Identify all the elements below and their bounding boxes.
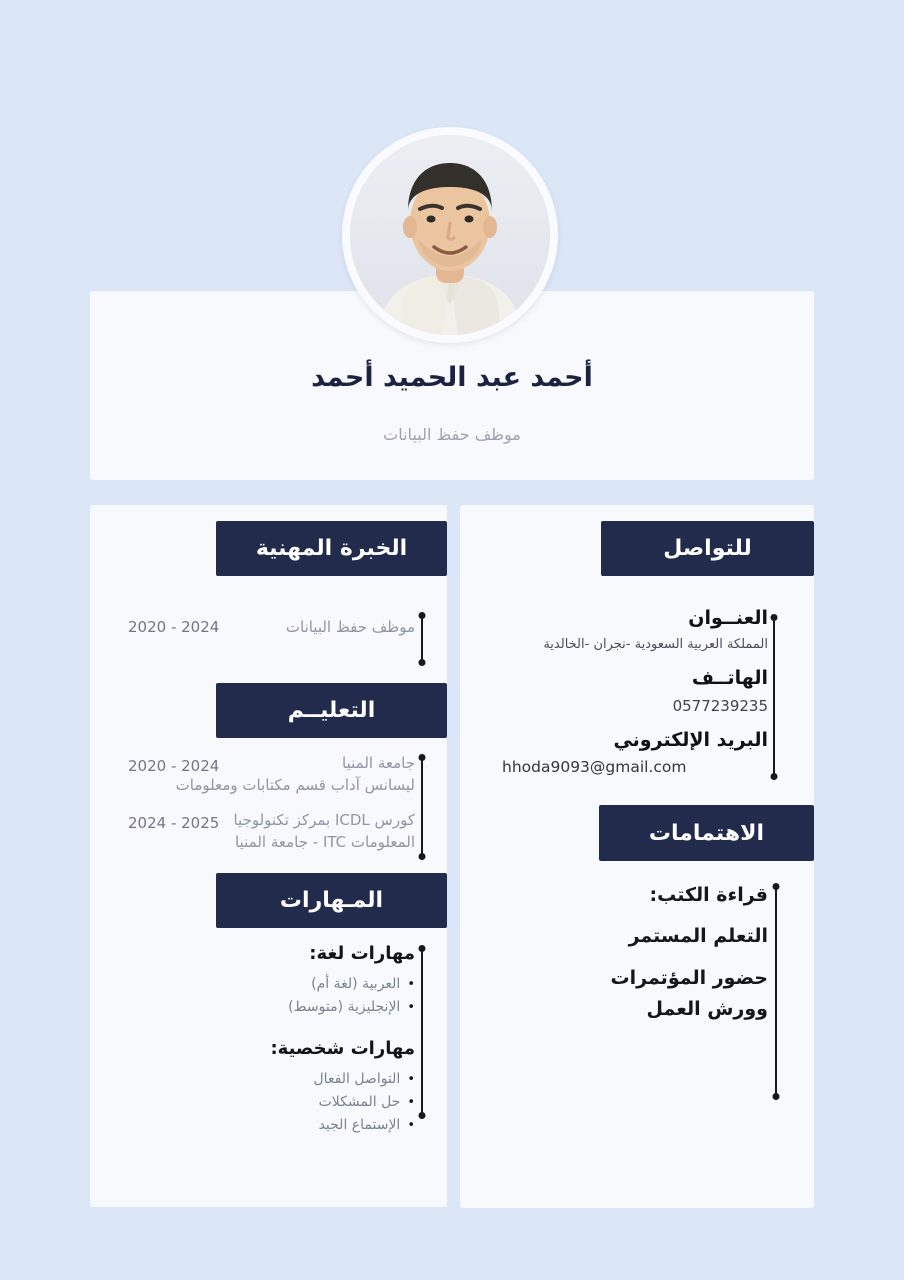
interest-item: قراءة الكتب: [649, 884, 768, 906]
skill-item: • الإنجليزية (متوسط) [140, 996, 415, 1019]
section-heading-education: التعليــم [216, 683, 447, 738]
skill-item: • العربية (لغة أم) [140, 973, 415, 996]
education-entry-subtitle: ليسانس آداب قسم مكتابات ومعلومات [175, 776, 415, 794]
education-entry-subtitle: المعلومات ITC - جامعة المنيا [235, 833, 415, 851]
education-entry-title: جامعة المنيا [342, 754, 415, 772]
skill-group-title: مهارات شخصية: [270, 1038, 415, 1059]
contact-details [490, 605, 768, 787]
skill-group-personal [140, 1037, 415, 1137]
interest-item: حضور المؤتمرات وورش العمل [610, 967, 768, 1020]
skill-group-title: مهارات لغة: [309, 943, 415, 964]
section-heading-interests: الاهتمامات [599, 805, 814, 861]
person-name: أحمد عبد الحميد أحمد [311, 362, 593, 393]
side-column-card [460, 505, 814, 1208]
experience-entry-dates: 2020 - 2024 [128, 618, 220, 636]
skill-item: • حل المشكلات [140, 1091, 415, 1114]
phone-value: 0577239235 [672, 697, 768, 715]
interests-timeline-rule [775, 886, 777, 1097]
experience-timeline-rule [421, 615, 423, 663]
email-value: hhoda9093@gmail.com [502, 758, 687, 776]
address-label: العنــوان [688, 607, 768, 629]
contact-timeline-rule [773, 617, 775, 777]
section-heading-experience: الخبرة المهنية [216, 521, 447, 576]
person-job-title: موظف حفظ البيانات [383, 425, 521, 444]
skill-items [140, 1068, 415, 1137]
skill-item: • الإستماع الجيد [140, 1114, 415, 1137]
profile-photo [342, 127, 558, 343]
skill-group-language [140, 942, 415, 1019]
experience-entry-title: موظف حفظ البيانات [285, 618, 415, 636]
email-label: البريد الإلكتروني [613, 729, 768, 751]
education-timeline-rule [421, 757, 423, 857]
education-entry-dates: 2024 - 2025 [128, 814, 220, 832]
skills-list [140, 942, 415, 1137]
interests-list [500, 881, 768, 1038]
phone-label: الهاتــف [691, 667, 768, 689]
skill-item: • التواصل الفعال [140, 1068, 415, 1091]
skill-items [140, 973, 415, 1019]
portrait-illustration [350, 135, 550, 335]
skills-timeline-rule [421, 948, 423, 1116]
address-value: المملكة العربية السعودية -نجران -الخالدية [543, 637, 768, 652]
main-column-card [90, 505, 447, 1207]
interest-item: التعلم المستمر [628, 925, 768, 947]
education-entry-dates: 2020 - 2024 [128, 757, 220, 775]
section-heading-contact: للتواصل [601, 521, 814, 576]
section-heading-skills: المـهارات [216, 873, 447, 928]
education-entry-title: كورس ICDL بمركز تكنولوجيا [233, 811, 415, 829]
